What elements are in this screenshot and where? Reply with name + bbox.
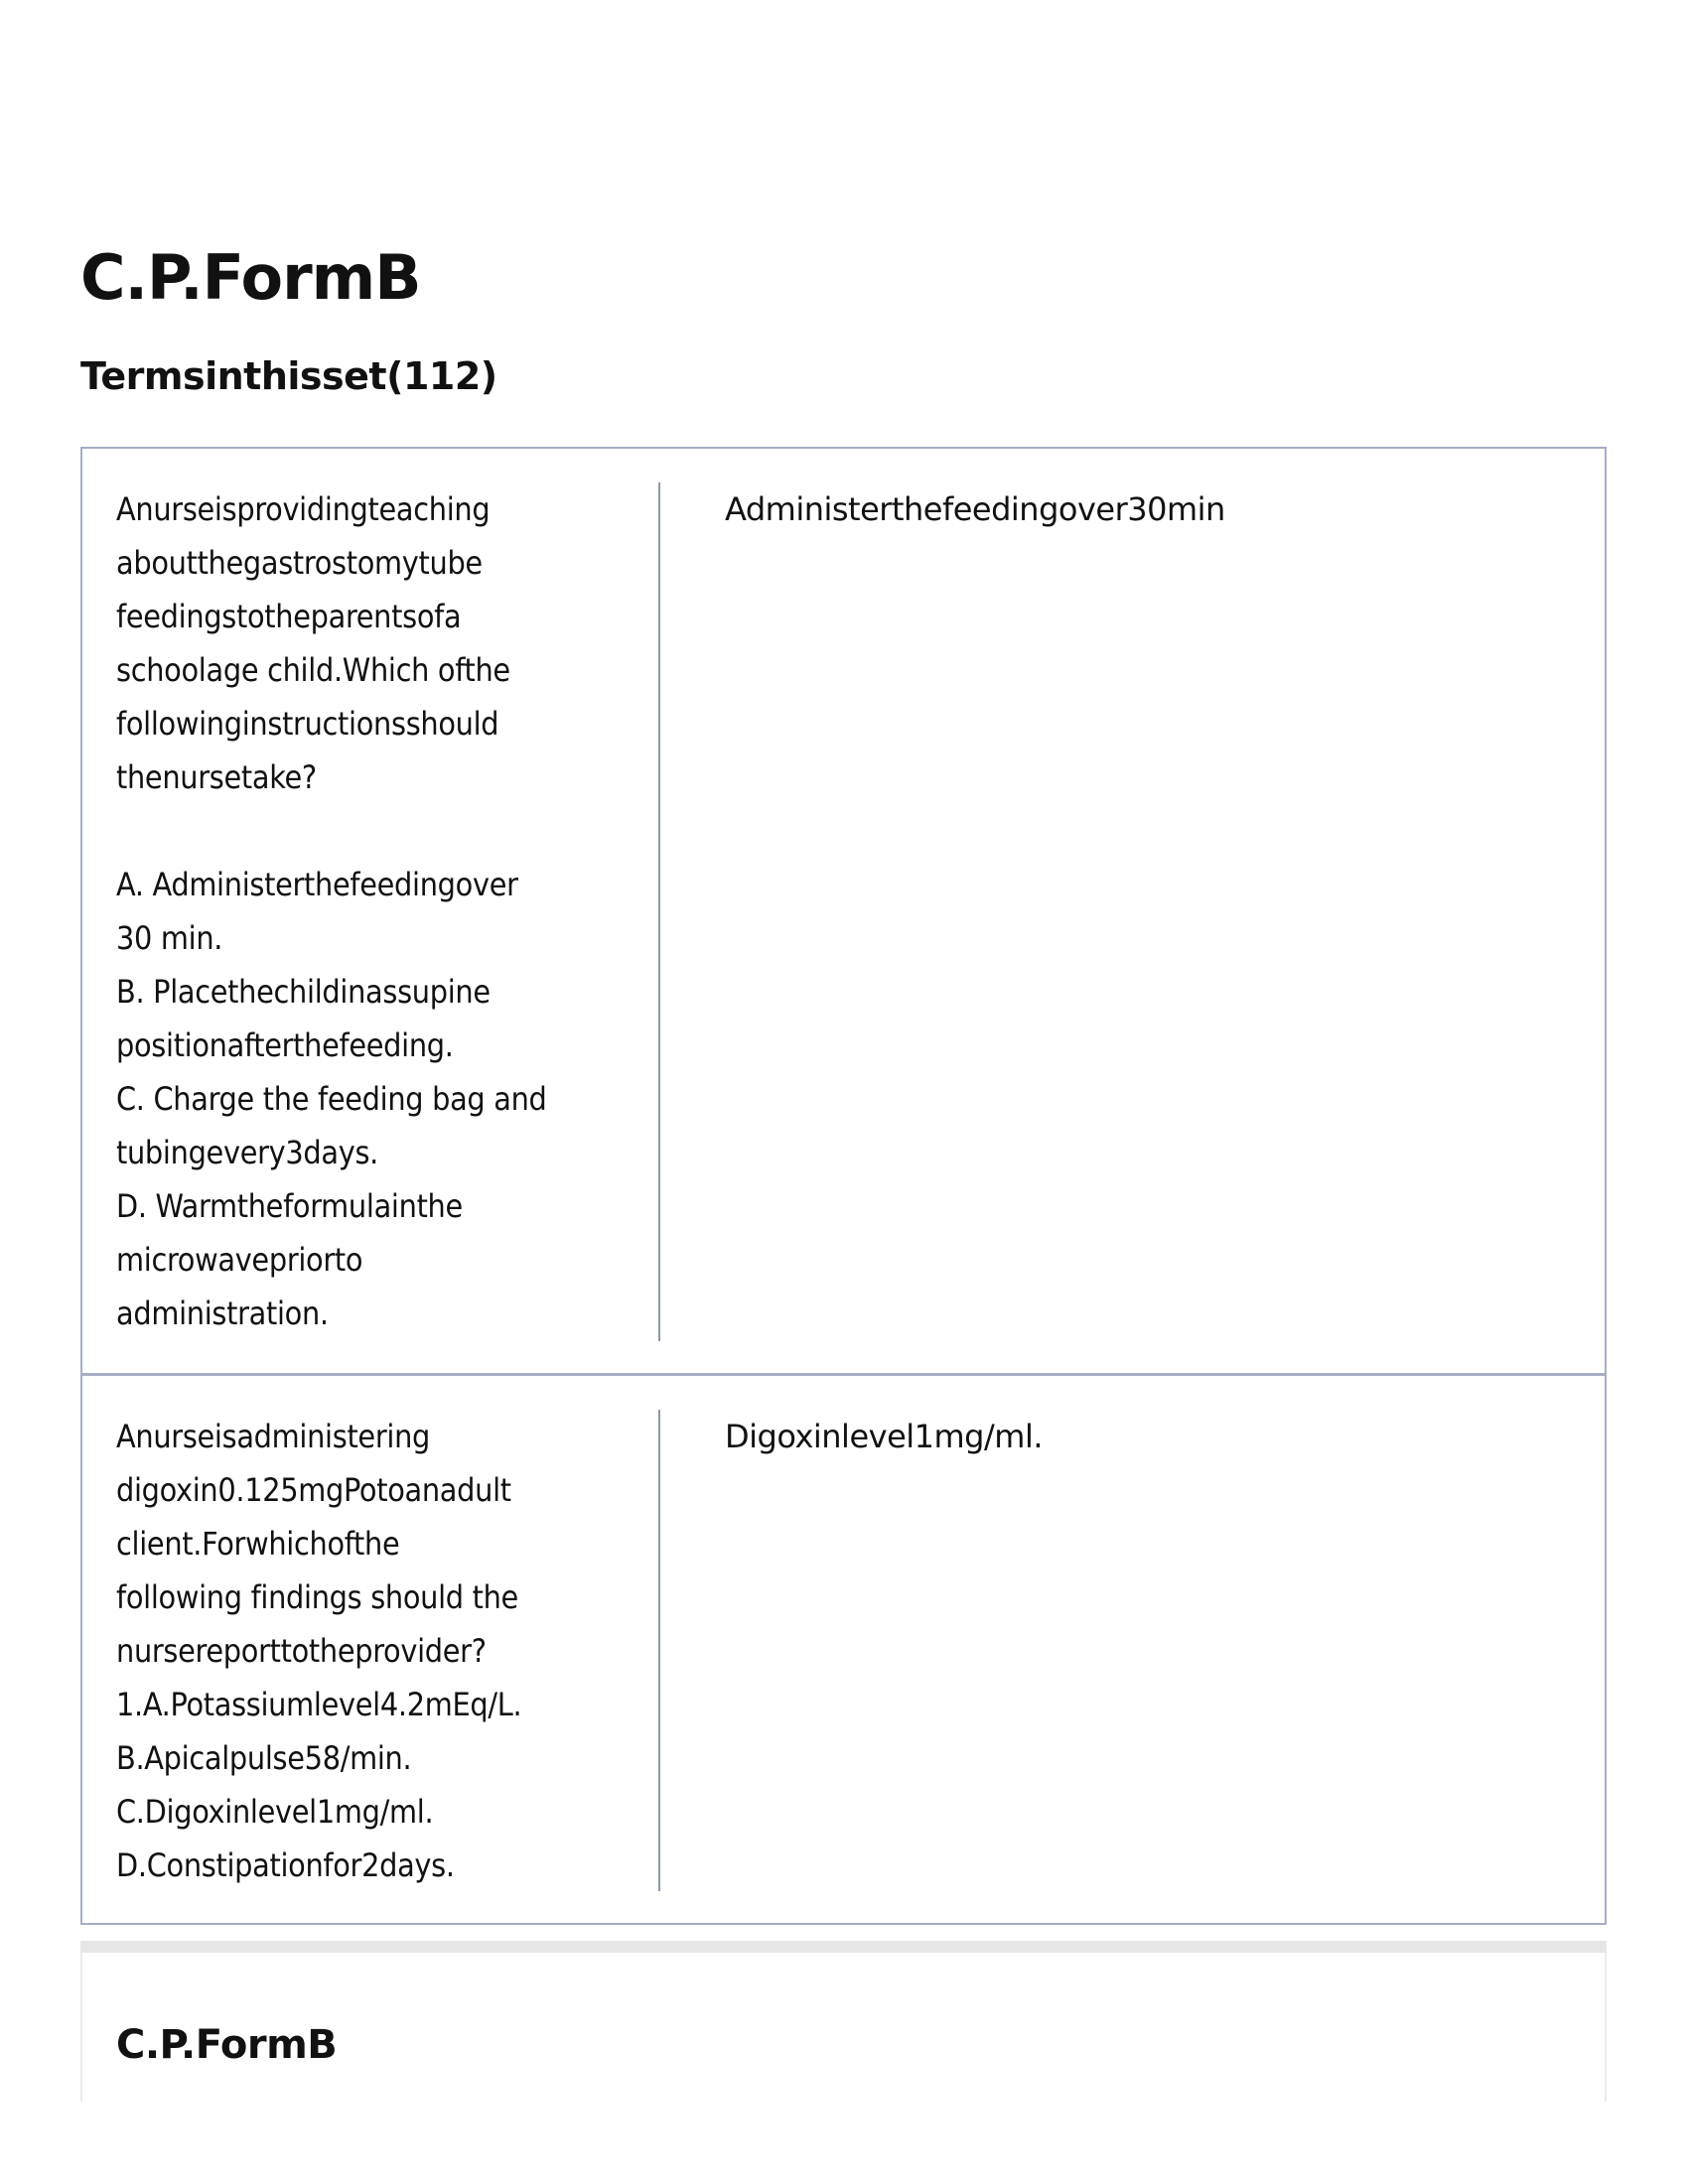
term-text: Anurseisprovidingteaching aboutthegastrostomytube feedingstotheparentsofa schoolage child.Which ofthe followinginstructionsshould thenursetake? A. Administerthefeedingover 30 min. B. Placethechildinassupine positionafterthefeeding. C. Charge the feeding bag and tubingevery3days. D. Warmtheformulainthe microwavepriorto administration.	[116, 490, 547, 1332]
terms-count-heading: Termsinthisset(112)	[80, 354, 497, 398]
section-separator	[80, 1941, 1607, 1953]
term-text: Anurseisadministering digoxin0.125mgPotoanadult client.Forwhichofthe following findings should the nursereporttotheprovider? 1.A.Potassiumlevel4.2mEq/L. B.Apicalpulse58/min. C.Digoxinlevel1mg/ml. D.Constipationfor2days.	[116, 1418, 522, 1884]
terms-list	[80, 447, 1607, 1925]
term-card[interactable]	[82, 1373, 1605, 1923]
card-divider	[658, 482, 660, 1341]
page-title: C.P.FormB	[80, 241, 421, 314]
definition-text: Digoxinlevel1mg/ml.	[725, 1418, 1043, 1455]
definition-text: Administerthefeedingover30min	[725, 490, 1225, 528]
footer-title: C.P.FormB	[116, 2022, 338, 2068]
card-divider	[658, 1410, 660, 1891]
footer-panel	[80, 1953, 1607, 2102]
term-card[interactable]	[82, 449, 1605, 1373]
